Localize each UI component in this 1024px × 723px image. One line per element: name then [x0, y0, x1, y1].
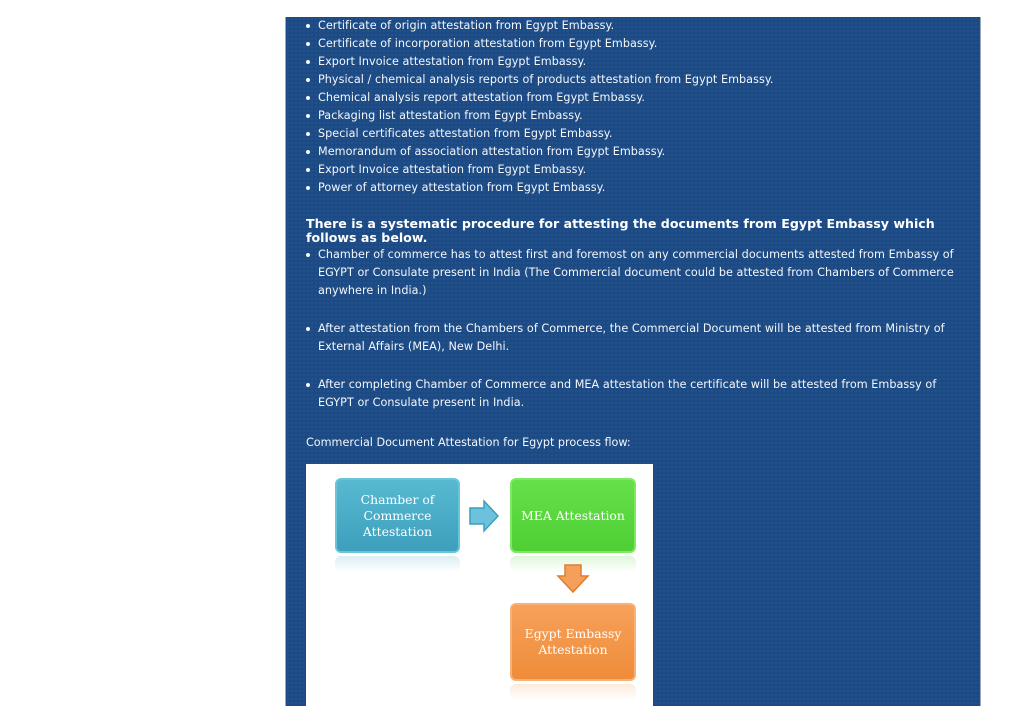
process-flow-diagram [306, 464, 653, 706]
list-item: Certificate of incorporation attestation from Egypt Embassy. [306, 35, 774, 53]
down-arrow-icon [556, 564, 590, 594]
flow-caption: Commercial Document Attestation for Egypt process flow: [306, 436, 631, 449]
mea-attestation-label: MEA Attestation [521, 507, 625, 523]
chamber-of-commerce-box [335, 478, 460, 553]
documents-list [306, 17, 774, 197]
chamber-reflection [335, 556, 460, 572]
chamber-of-commerce-label: Chamber of Commerce Attestation [360, 491, 435, 539]
egypt-embassy-box [510, 603, 636, 681]
procedure-step: After completing Chamber of Commerce and MEA attestation the certificate will be attested from Embassy of EGYPT or Consulate present in India. [306, 376, 956, 412]
procedure-steps [306, 246, 956, 432]
procedure-step: Chamber of commerce has to attest first and foremost on any commercial documents attested from Embassy of EGYPT or Consulate present in India (The Commercial document could be attested from Chambers of Commerce anywhere in India.) [306, 246, 956, 300]
list-item: Packaging list attestation from Egypt Embassy. [306, 107, 774, 125]
list-item: Memorandum of association attestation from Egypt Embassy. [306, 143, 774, 161]
list-item: Chemical analysis report attestation from Egypt Embassy. [306, 89, 774, 107]
list-item: Certificate of origin attestation from Egypt Embassy. [306, 17, 774, 35]
list-item: Physical / chemical analysis reports of products attestation from Egypt Embassy. [306, 71, 774, 89]
procedure-heading: There is a systematic procedure for attesting the documents from Egypt Embassy which follows as below. [306, 216, 935, 245]
list-item: Power of attorney attestation from Egypt Embassy. [306, 179, 774, 197]
embassy-reflection [510, 684, 636, 700]
mea-attestation-box [510, 478, 636, 553]
document-page [285, 17, 981, 706]
procedure-step: After attestation from the Chambers of Commerce, the Commercial Document will be attested from Ministry of External Affairs (MEA), New Delhi. [306, 320, 956, 356]
list-item: Export Invoice attestation from Egypt Embassy. [306, 161, 774, 179]
list-item: Special certificates attestation from Egypt Embassy. [306, 125, 774, 143]
egypt-embassy-label: Egypt Embassy Attestation [524, 626, 622, 657]
right-arrow-icon [468, 499, 500, 533]
list-item: Export Invoice attestation from Egypt Embassy. [306, 53, 774, 71]
